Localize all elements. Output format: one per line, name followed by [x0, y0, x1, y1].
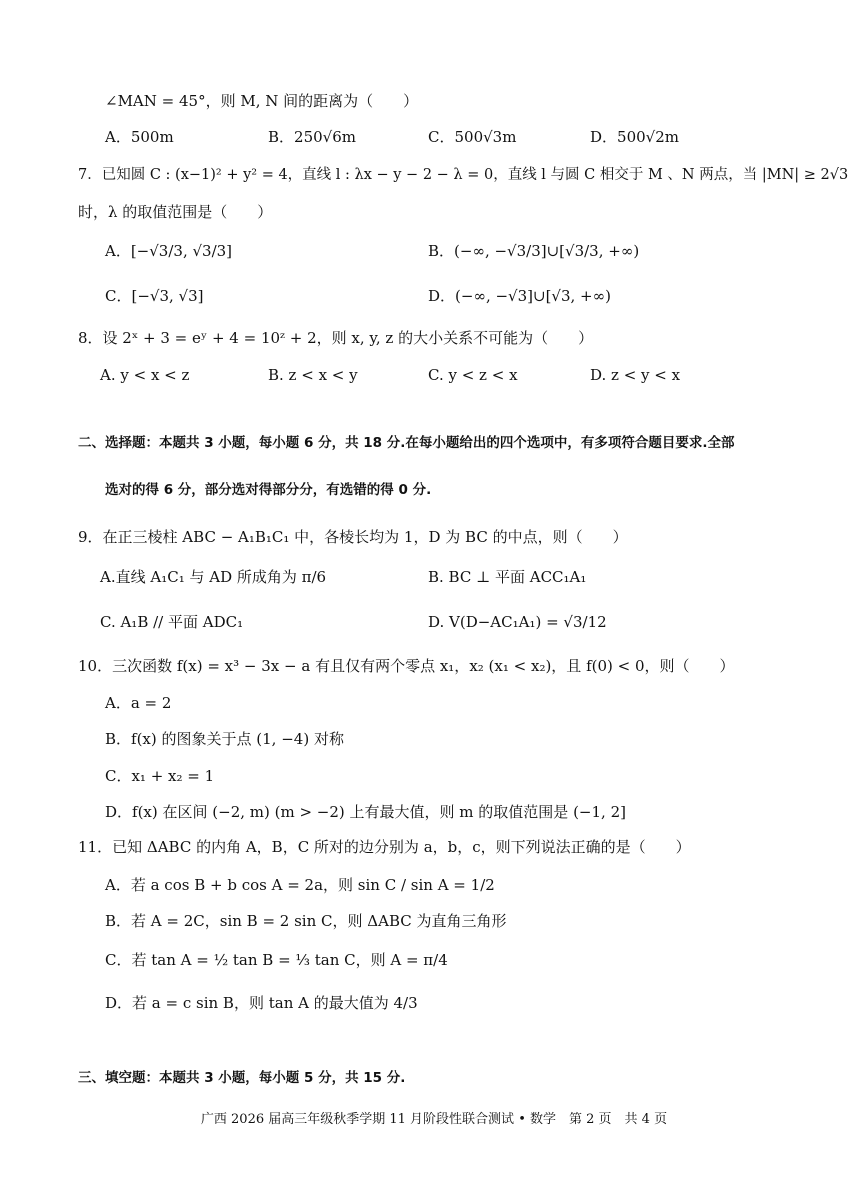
- q8-stem: 8．设 2ˣ + 3 = eʸ + 4 = 10ᶻ + 2，则 x, y, z 的大小关系不可能为（ ）: [78, 329, 594, 347]
- q9-option-b: B. BC ⊥ 平面 ACC₁A₁: [428, 568, 587, 586]
- q11-stem: 11．已知 ΔABC 的内角 A，B，C 所对的边分别为 a，b，c，则下列说法正确的是（ ）: [78, 838, 691, 856]
- q6-option-d: D．500√2m: [590, 128, 679, 146]
- q10-option-c: C．x₁ + x₂ = 1: [105, 767, 215, 785]
- q11-option-b: B．若 A = 2C，sin B = 2 sin C，则 ΔABC 为直角三角形: [105, 912, 507, 930]
- q7-option-c: C．[−√3, √3]: [105, 287, 204, 305]
- q10-option-b: B．f(x) 的图象关于点 (1, −4) 对称: [105, 730, 344, 748]
- q7-option-a: A．[−√3/3, √3/3]: [105, 242, 233, 260]
- section-2-instructions: 选对的得 6 分，部分选对得部分分，有选错的得 0 分.: [105, 482, 432, 498]
- q6-tail: ∠MAN = 45°，则 M, N 间的距离为（ ）: [105, 92, 419, 110]
- q7-option-b: B．(−∞, −√3/3]∪[√3/3, +∞): [428, 242, 640, 260]
- section-2-heading: 二、选择题：本题共 3 小题，每小题 6 分，共 18 分.在每小题给出的四个选项中，有多项符合题目要求.全部: [78, 435, 735, 451]
- q8-option-c: C. y < z < x: [428, 366, 518, 384]
- q11-option-a: A．若 a cos B + b cos A = 2a，则 sin C / sin A = 1/2: [105, 876, 495, 894]
- q9-stem: 9．在正三棱柱 ABC − A₁B₁C₁ 中，各棱长均为 1，D 为 BC 的中点，则（ ）: [78, 528, 628, 546]
- q6-option-b: B．250√6m: [268, 128, 356, 146]
- q10-stem: 10．三次函数 f(x) = x³ − 3x − a 有且仅有两个零点 x₁，x₂ (x₁ < x₂)，且 f(0) < 0，则（ ）: [78, 657, 735, 675]
- q10-option-d: D．f(x) 在区间 (−2, m) (m > −2) 上有最大值，则 m 的取值范围是 (−1, 2]: [105, 803, 626, 821]
- page-footer: 广西 2026 届高三年级秋季学期 11 月阶段性联合测试 • 数学 第 2 页 共 4 页: [200, 1112, 668, 1127]
- q6-option-a: A．500m: [105, 128, 174, 146]
- q8-option-d: D. z < y < x: [590, 366, 681, 384]
- q9-option-a: A.直线 A₁C₁ 与 AD 所成角为 π/6: [100, 568, 327, 586]
- q7-option-d: D．(−∞, −√3]∪[√3, +∞): [428, 287, 611, 305]
- q9-option-c: C. A₁B // 平面 ADC₁: [100, 613, 244, 631]
- q11-option-d: D．若 a = c sin B，则 tan A 的最大值为 4/3: [105, 994, 418, 1012]
- q6-option-c: C．500√3m: [428, 128, 517, 146]
- q10-option-a: A．a = 2: [105, 694, 172, 712]
- q11-option-c: C．若 tan A = ½ tan B = ⅓ tan C，则 A = π/4: [105, 951, 448, 969]
- q8-option-a: A. y < x < z: [100, 366, 190, 384]
- section-3-heading: 三、填空题：本题共 3 小题，每小题 5 分，共 15 分.: [78, 1070, 406, 1086]
- q9-option-d: D. V(D−AC₁A₁) = √3/12: [428, 613, 607, 631]
- q7-stem-line2: 时，λ 的取值范围是（ ）: [78, 203, 273, 221]
- q8-option-b: B. z < x < y: [268, 366, 358, 384]
- q7-stem-line1: 7．已知圆 C : (x−1)² + y² = 4，直线 l : λx − y − 2 − λ = 0，直线 l 与圆 C 相交于 M 、N 两点，当 |MN| ≥ 2√3: [78, 167, 849, 183]
